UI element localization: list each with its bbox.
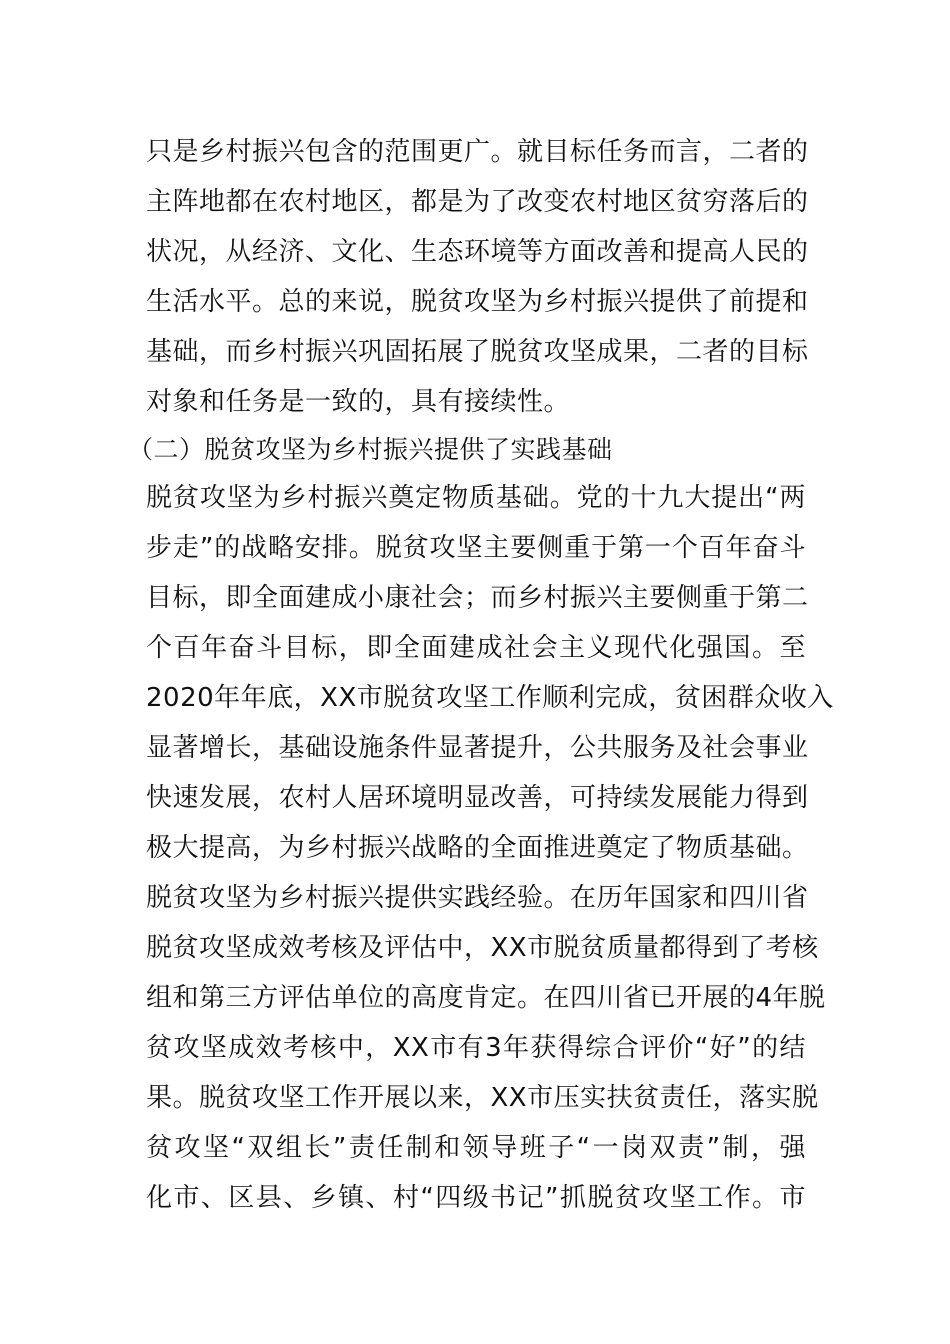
paragraph-line: 极大提高，为乡村振兴战略的全面推进奠定了物质基础。 [146, 833, 809, 863]
paragraph-line: 只是乡村振兴包含的范围更广。就目标任务而言，二者的 [146, 137, 809, 167]
paragraph-line: 基础，而乡村振兴巩固拓展了脱贫攻坚成果，二者的目标 [146, 337, 809, 367]
paragraph-line: 脱贫攻坚为乡村振兴奠定物质基础。党的十九大提出“两 [146, 483, 806, 513]
paragraph-line: 状况，从经济、文化、生态环境等方面改善和提高人民的 [146, 237, 809, 267]
paragraph-line: 脱贫攻坚为乡村振兴提供实践经验。在历年国家和四川省 [146, 883, 809, 913]
paragraph-line: 组和第三方评估单位的高度肯定。在四川省已开展的4年脱 [146, 983, 826, 1013]
paragraph-line: 生活水平。总的来说，脱贫攻坚为乡村振兴提供了前提和 [146, 287, 809, 317]
paragraph-line: 快速发展，农村人居环境明显改善，可持续发展能力得到 [146, 783, 809, 813]
paragraph-line: 个百年奋斗目标，即全面建成社会主义现代化强国。至 [146, 633, 806, 663]
paragraph-line: 脱贫攻坚成效考核及评估中，XX市脱贫质量都得到了考核 [146, 933, 819, 963]
paragraph-line: 对象和任务是一致的，具有接续性。 [146, 387, 571, 417]
paragraph-line: 步走”的战略安排。脱贫攻坚主要侧重于第一个百年奋斗 [146, 533, 806, 563]
section-heading: （二）脱贫攻坚为乡村振兴提供了实践基础 [128, 435, 613, 464]
paragraph-line: 果。脱贫攻坚工作开展以来，XX市压实扶贫责任，落实脱 [146, 1083, 819, 1113]
paragraph-line: 2020年年底，XX市脱贫攻坚工作顺利完成，贫困群众收入 [146, 683, 834, 713]
paragraph-line: 化市、区县、乡镇、村“四级书记”抓脱贫攻坚工作。市 [146, 1183, 806, 1213]
paragraph-line: 主阵地都在农村地区，都是为了改变农村地区贫穷落后的 [146, 187, 809, 217]
paragraph-line: 贫攻坚成效考核中，XX市有3年获得综合评价“好”的结 [146, 1033, 806, 1063]
paragraph-line: 目标，即全面建成小康社会；而乡村振兴主要侧重于第二 [146, 583, 809, 613]
paragraph-line: 显著增长，基础设施条件显著提升，公共服务及社会事业 [146, 733, 809, 763]
paragraph-line: 贫攻坚“双组长”责任制和领导班子“一岗双责”制，强 [146, 1133, 806, 1163]
